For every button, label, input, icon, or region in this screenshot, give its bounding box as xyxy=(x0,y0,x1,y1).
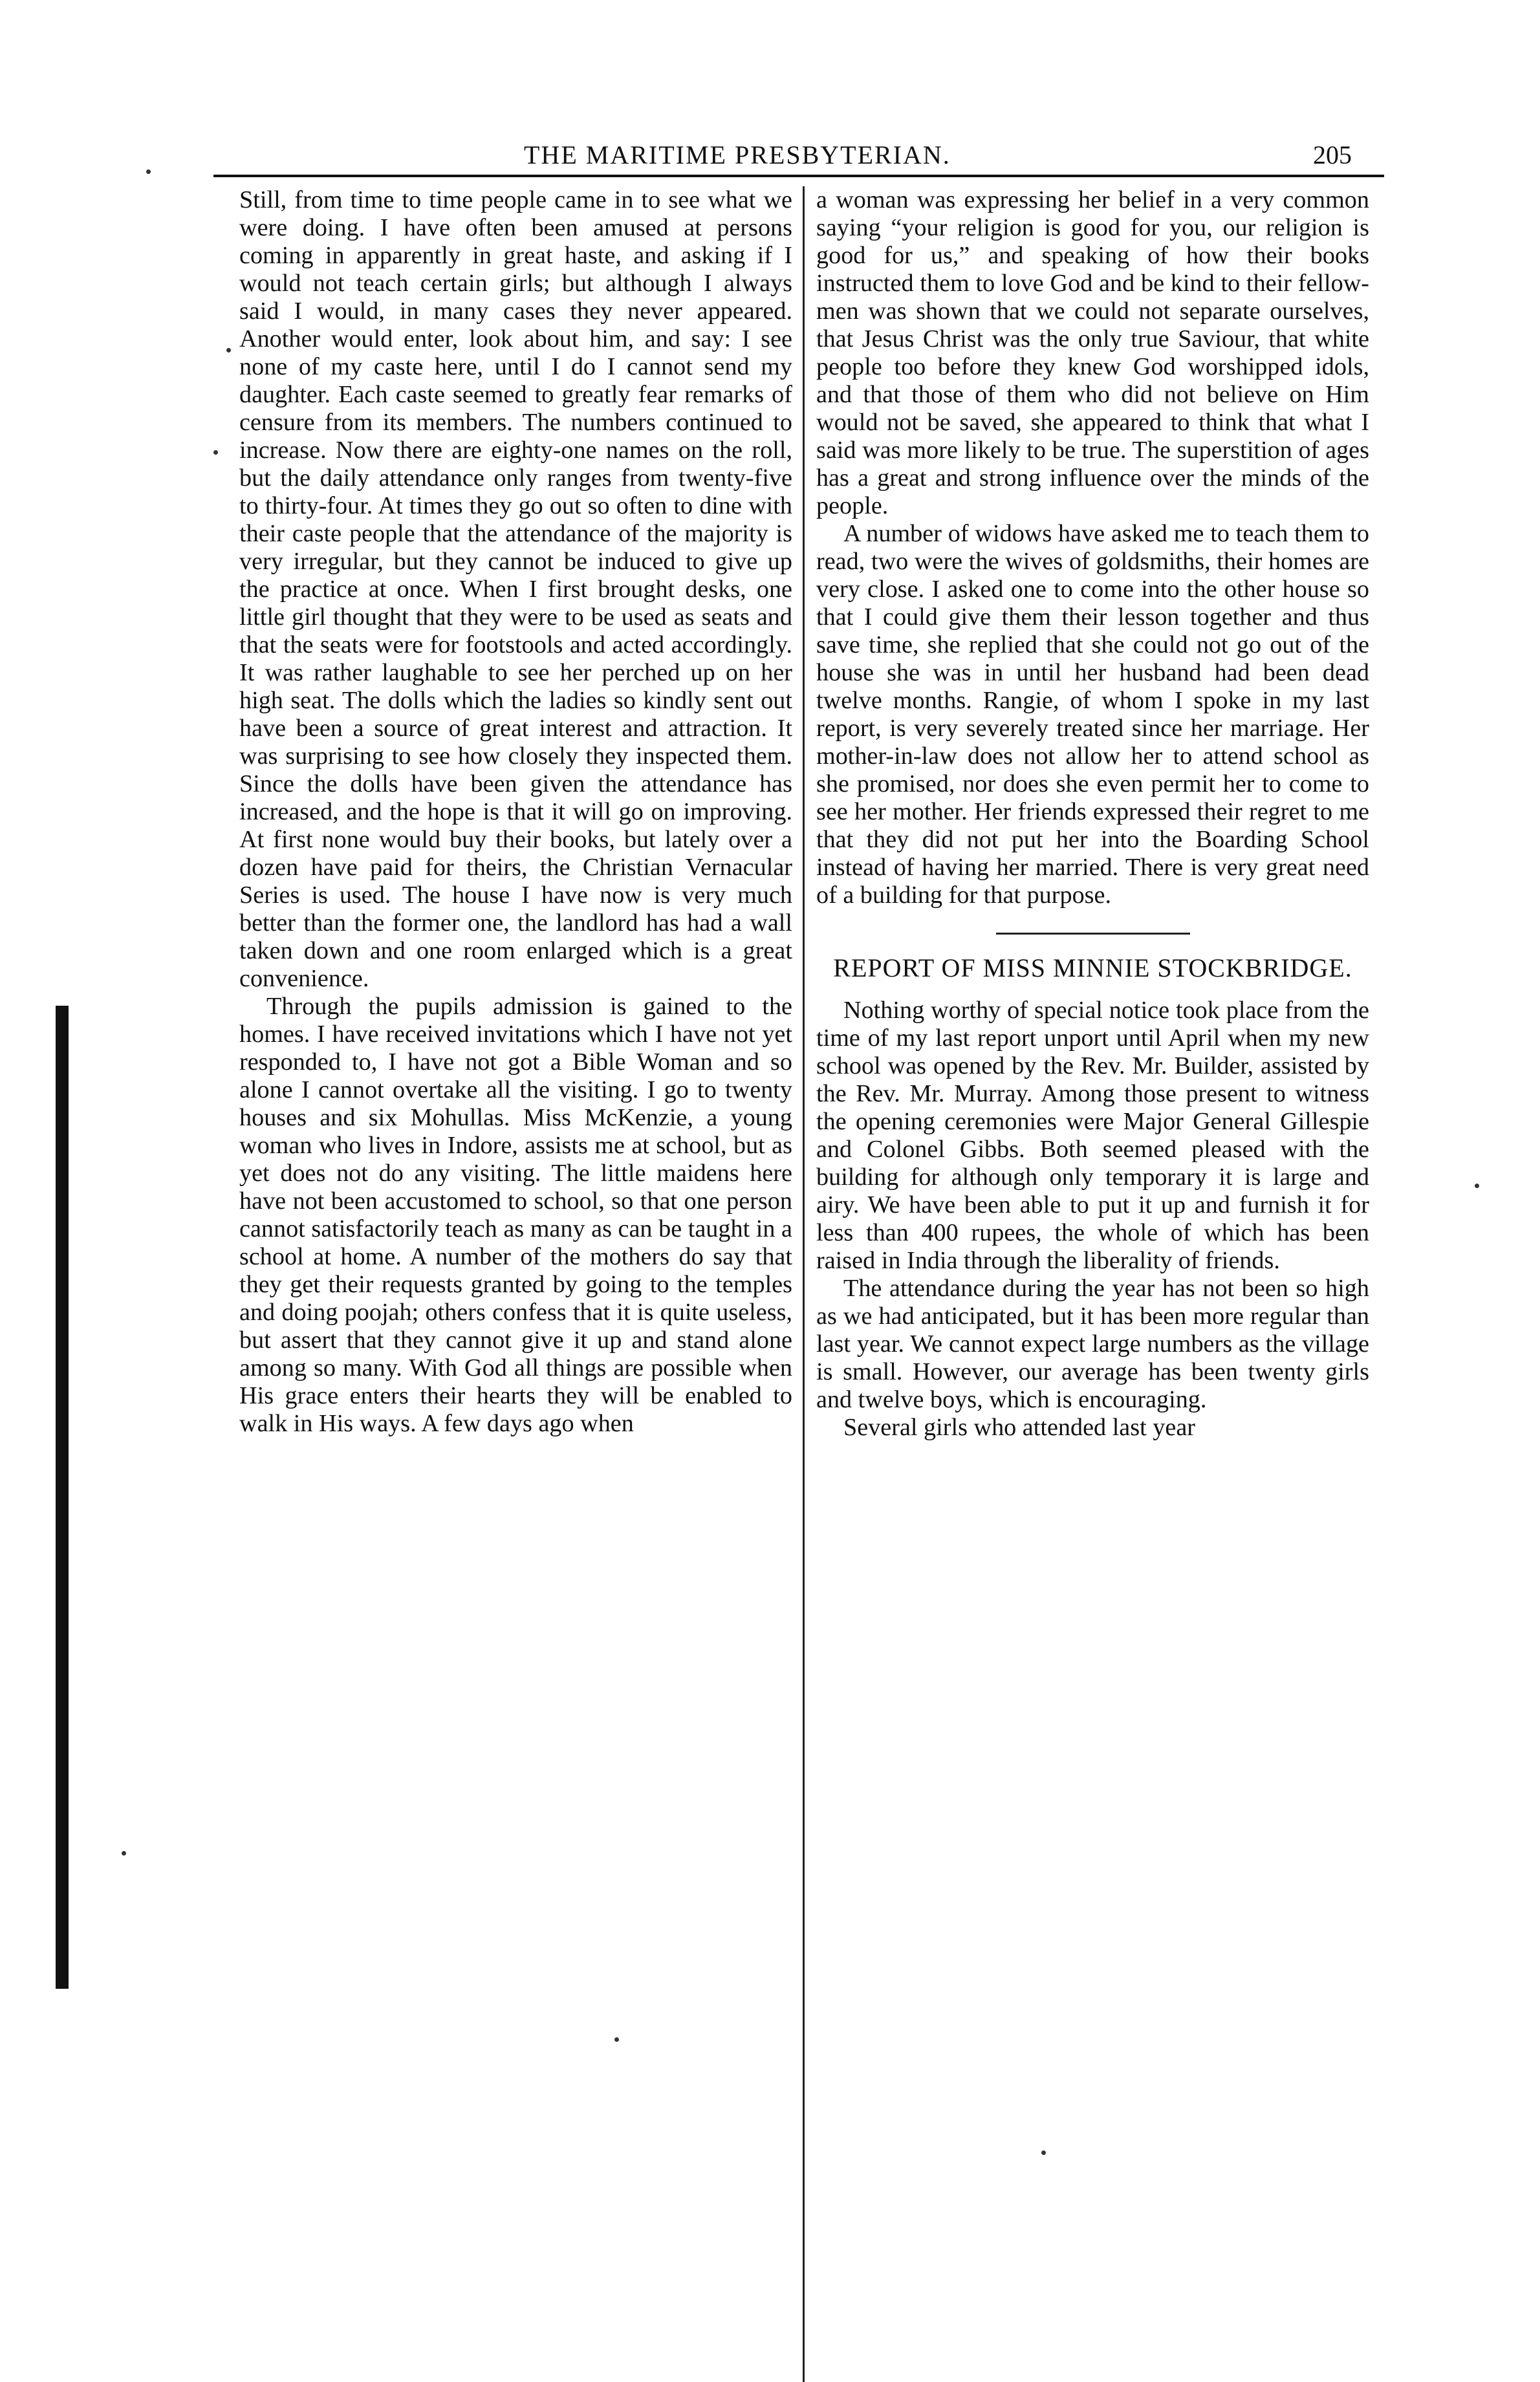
section-rule xyxy=(996,933,1190,935)
scan-speck xyxy=(213,450,218,455)
left-column xyxy=(239,186,792,1438)
scan-speck xyxy=(122,1851,126,1856)
section-heading: REPORT OF MISS MINNIE STOCKBRIDGE. xyxy=(833,953,1352,982)
paragraph: Nothing worthy of special notice took place from the time of my last report unport until April when my new school was opened by the Rev. Mr. Builder, assisted by the Rev. Mr. Murray. Among those present to witness the opening ceremonies were Major General Gillespie and Colonel Gibbs. Both seemed pleased with the building for although only temporary it is large and airy. We have been able to put it up and furnish it for less than 400 rupees, the whole of which has been raised in India through the liberality of friends. xyxy=(816,997,1369,1274)
paragraph: The attendance during the year has not been so high as we had anticipated, but it has been more regular than last year. We cannot expect large numbers as the village is small. However, our average has been twenty girls and twelve boys, which is encouraging. xyxy=(816,1275,1369,1413)
paragraph: Through the pupils admission is gained to the homes. I have received invitations which I have not yet responded to, I have not got a Bible Woman and so alone I cannot overtake all the visiting. I go to twenty houses and six Mohullas. Miss McKenzie, a young woman who lives in Indore, assists me at school, but as yet does not do any visiting. The little maidens here have not been accustomed to school, so that one person cannot satisfactorily teach as many as can be taught in a school at home. A number of the mothers do say that they get their requests granted by going to the temples and doing poojah; others confess that it is quite useless, but assert that they cannot give it up and stand alone among so many. With God all things are possible when His grace enters their hearts they will be enabled to walk in His ways. A few days ago when xyxy=(239,993,792,1437)
page-number: 205 xyxy=(1313,140,1352,169)
scan-speck xyxy=(614,2037,619,2042)
right-column xyxy=(816,186,1369,1442)
column-divider xyxy=(803,186,805,2382)
margin-scan-bar xyxy=(56,1006,69,1989)
paragraph: Still, from time to time people came in to see what we were doing. I have often been amused at persons coming in apparently in great haste, and asking if I would not teach certain girls; but although I always said I would, in many cases they never appeared. Another would enter, look about him, and say: I see none of my caste here, until I do I cannot send my daughter. Each caste seemed to greatly fear remarks of censure from its members. The numbers continued to increase. Now there are eighty-one names on the roll, but the daily attendance only ranges from twenty-five to thirty-four. At times they go out so often to dine with their caste people that the attendance of the majority is very irregular, but they cannot be induced to give up the practice at once. When I first brought desks, one little girl thought that they were to be used as seats and that the seats were for footstools and acted accordingly. It was rather laughable to see her perched up on her high seat. The dolls which the ladies so kindly sent out have been a source of great interest and attraction. It was surprising to see how closely they inspected them. Since the dolls have been given the attendance has increased, and the hope is that it will go on improving. At first none would buy their books, but lately over a dozen have paid for theirs, the Christian Vernacular Series is used. The house I have now is very much better than the former one, the landlord has had a wall taken down and one room enlarged which is a great convenience. xyxy=(239,186,792,992)
scan-speck xyxy=(1475,1184,1479,1188)
paragraph: Several girls who attended last year xyxy=(843,1414,1195,1441)
scan-speck xyxy=(1041,2150,1046,2155)
scan-speck xyxy=(146,169,151,174)
running-head-title: THE MARITIME PRESBYTERIAN. xyxy=(524,140,951,169)
paragraph: a woman was expressing her belief in a very common saying “your religion is good for you, our religion is good for us,” and speaking of how their books instructed them to love God and be kind to their fellow-men was shown that we could not separate ourselves, that Jesus Christ was the only true Saviour, that white people too before they knew God worshipped idols, and that those of them who did not believe on Him would not be saved, she appeared to think that what I said was more likely to be true. The superstition of ages has a great and strong influence over the minds of the people. xyxy=(816,186,1369,519)
paragraph: A number of widows have asked me to teach them to read, two were the wives of goldsmiths, their homes are very close. I asked one to come into the other house so that I could give them their lesson together and thus save time, she replied that she could not go out of the house she was in until her husband had been dead twelve months. Rangie, of whom I spoke in my last report, is very severely treated since her marriage. Her mother-in-law does not allow her to attend school as she promised, nor does she even permit her to come to see her mother. Her friends expressed their regret to me that they did not put her into the Boarding School instead of having her married. There is very great need of a building for that purpose. xyxy=(816,520,1369,909)
scan-speck xyxy=(226,348,231,352)
header-rule xyxy=(213,175,1384,177)
